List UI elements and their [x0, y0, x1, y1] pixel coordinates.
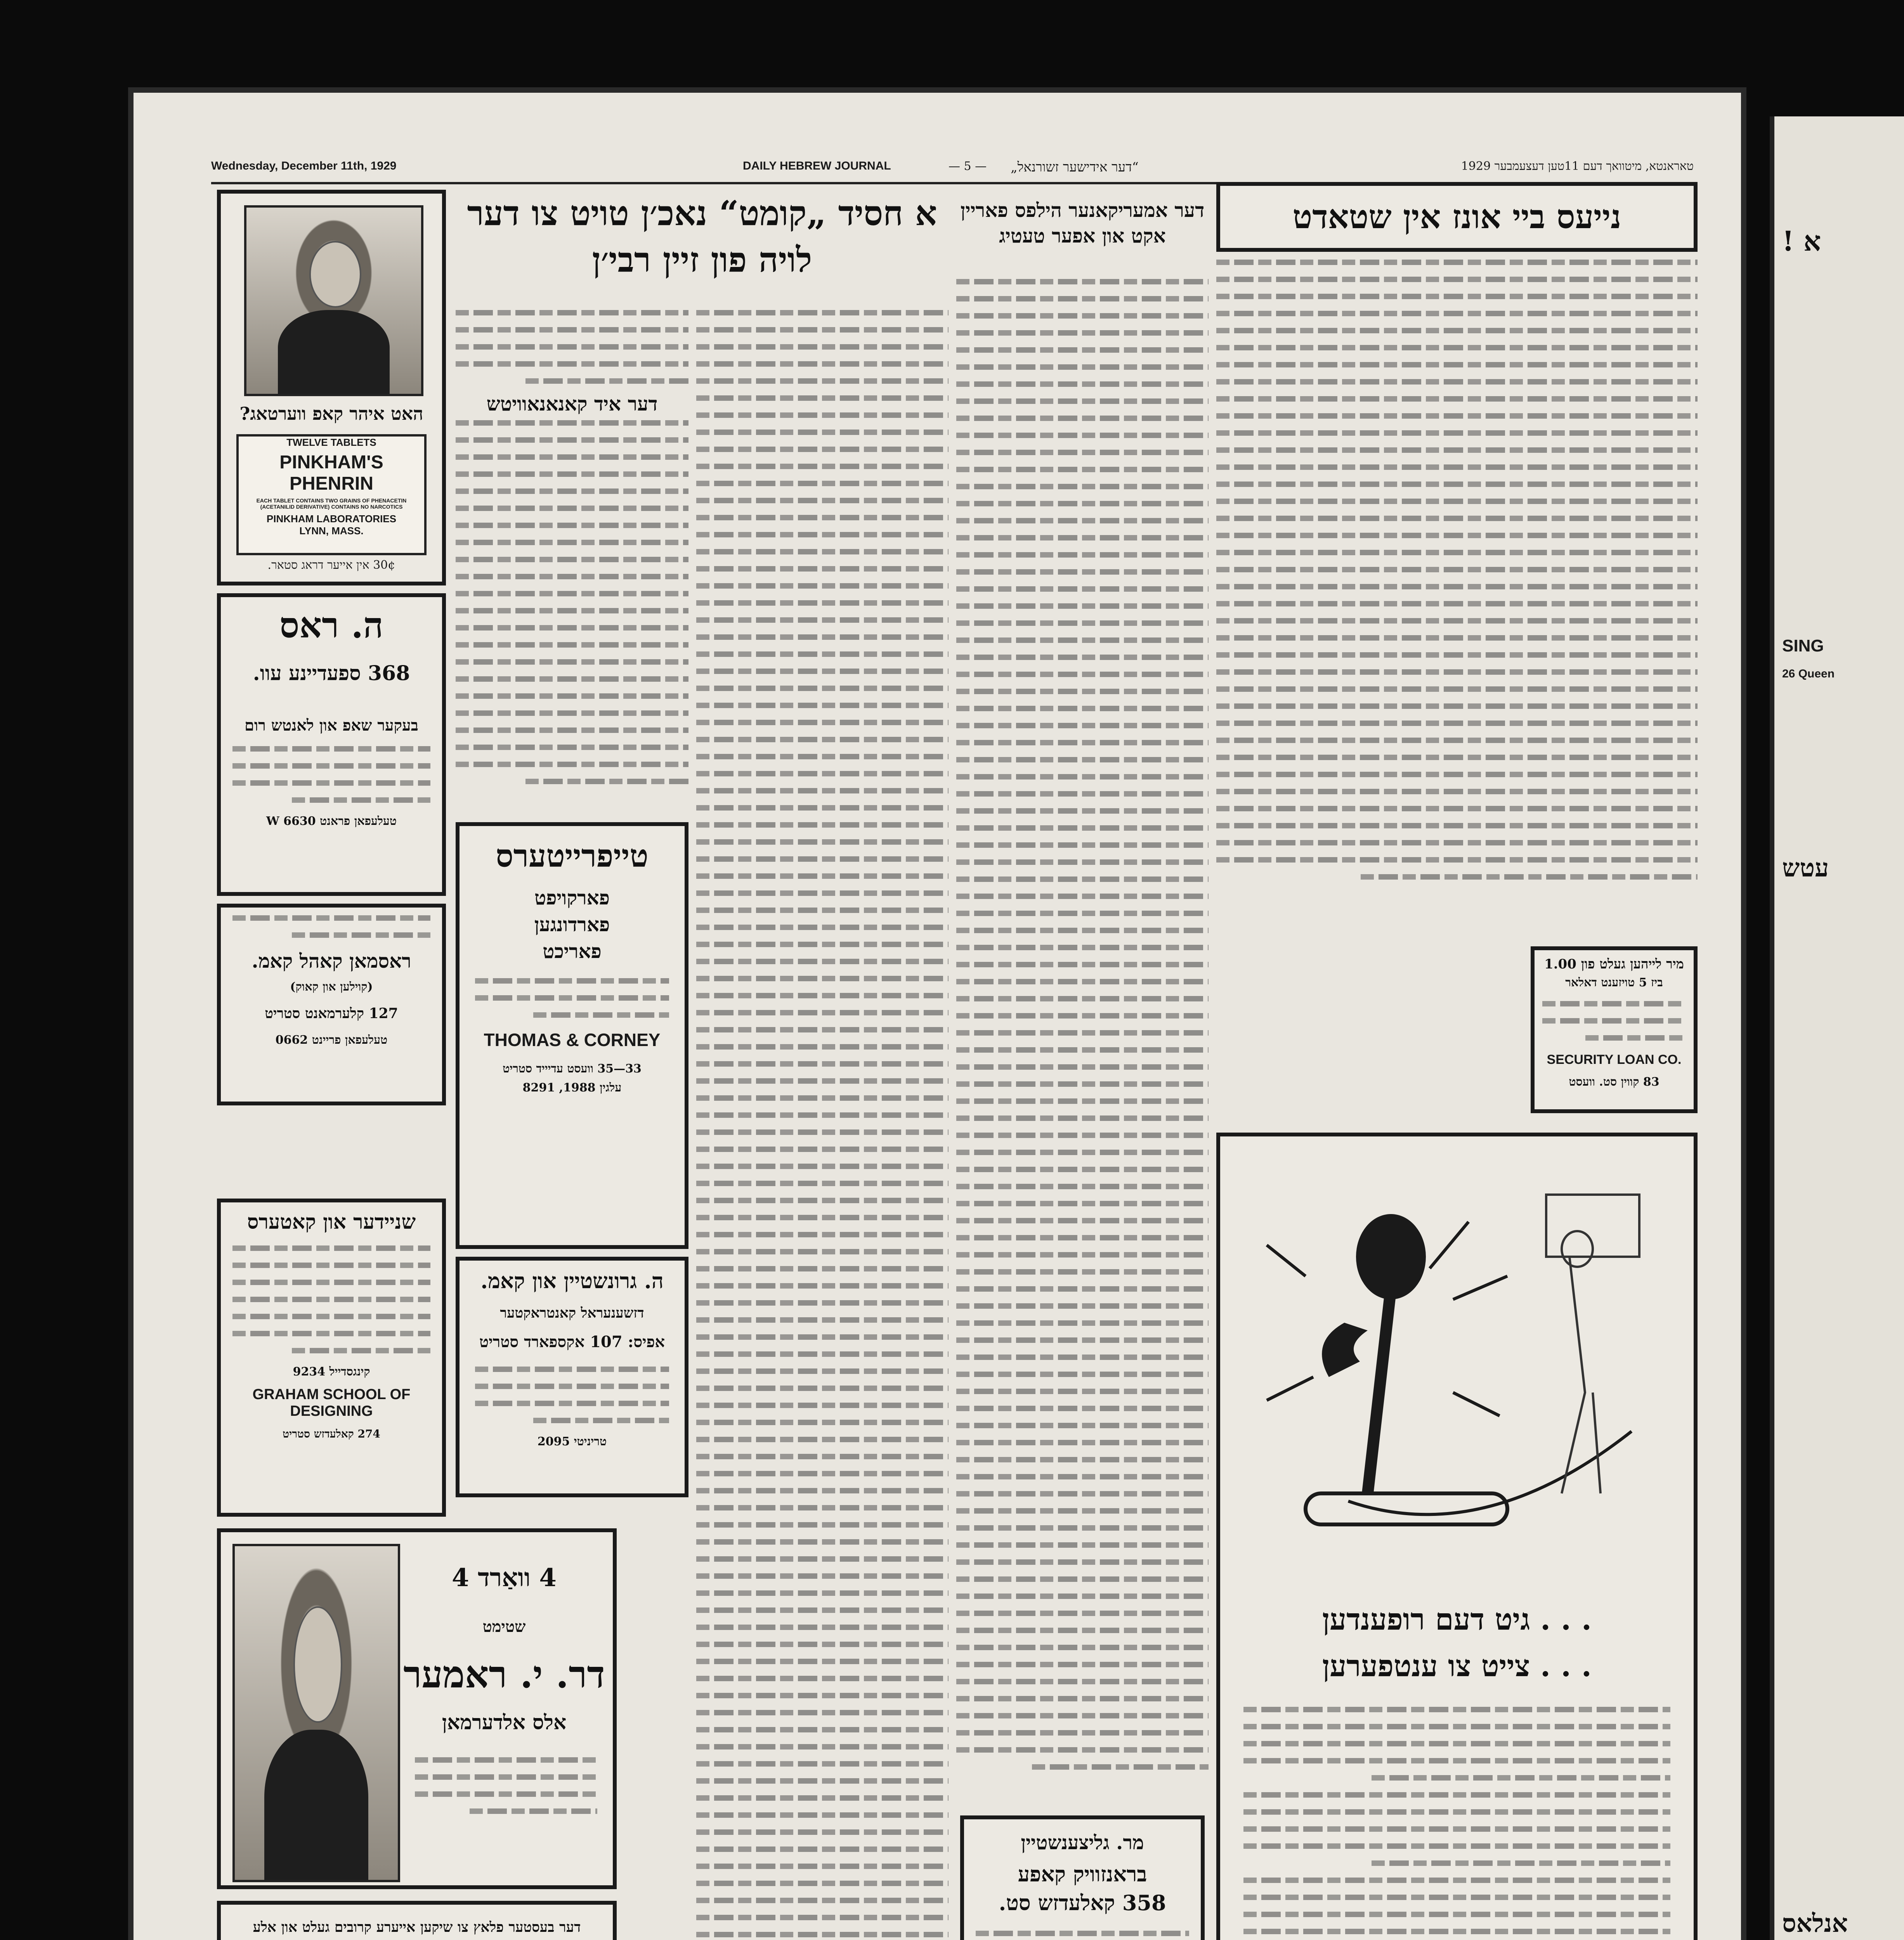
- loan-address: 83 קווין סט. וועסט: [1569, 1075, 1659, 1089]
- adjacent-text-5: אנלאס: [1782, 1909, 1848, 1938]
- rasman-address: 127 קלערמאנט סטריט: [265, 1005, 398, 1022]
- ramer-ward: 4 וואַרד 4: [452, 1563, 557, 1592]
- masthead-date-yiddish: טאראנטא, מיטוואך דעם 11טען דעצעמבער 1929: [1461, 159, 1694, 173]
- pinkham-city: LYNN, MASS.: [299, 525, 364, 537]
- newspaper-page: [128, 87, 1746, 1940]
- typewriters-sell: פארקויפט: [534, 886, 610, 909]
- typewriters-rent: פארדונגען: [534, 913, 610, 936]
- rasman-sub: (קוילען און קאוק): [290, 980, 373, 994]
- masthead-yiddish-title: „דער אידישער זשורנאל“: [1011, 159, 1139, 175]
- bell-telephone-ad: [1216, 1133, 1698, 1940]
- graham-title: שניידער און קאטערס: [247, 1210, 416, 1234]
- adjacent-text-2: SING: [1782, 636, 1824, 655]
- adjacent-text-4: עטש: [1782, 854, 1829, 883]
- pinkham-price: 30¢ אין אייער דראג סטאר.: [267, 558, 395, 572]
- pinkham-headline: האט איהר קאפ ווערטאג?: [239, 403, 423, 424]
- telephone-illustration: [1251, 1160, 1670, 1587]
- masthead-date: Wednesday, December 11th, 1929: [211, 159, 397, 172]
- loan-name: SECURITY LOAN CO.: [1547, 1052, 1682, 1067]
- glitzenshtein-title: מר. גליצענשטיין: [1021, 1831, 1144, 1854]
- ross-title: ה. ראס: [279, 605, 383, 646]
- masthead-page-number: — 5 —: [949, 159, 987, 173]
- ramer-vote: שטימט: [482, 1618, 526, 1636]
- hasid-headline: א חסיד „קומט“ נאכ׳ן טויט צו דער לויה פון זיין רבי׳ן: [467, 193, 937, 280]
- rasman-phone: טעלעפאן פריינט 0662: [275, 1033, 388, 1047]
- grunshtein-ad: [456, 1257, 688, 1497]
- grunshtein-office: אפיס: 107 אקספארד סטריט: [479, 1333, 665, 1351]
- news-headline: נייעס ביי אונז אין שטאדט: [1292, 197, 1621, 236]
- graham-phone: קינגסדייל 9234: [293, 1365, 370, 1379]
- masthead-title: DAILY HEBREW JOURNAL: [743, 159, 891, 172]
- article-column-4: [956, 279, 1209, 1812]
- masthead: [211, 155, 1694, 184]
- pinkham-photo: [244, 205, 423, 396]
- american-headline: דער אמעריקאנער הילפס פאריין אקט און אפער טעטיג: [960, 199, 1205, 247]
- pinkham-maker: PINKHAM LABORATORIES: [266, 513, 397, 525]
- graham-ad: [217, 1199, 446, 1517]
- typewriters-phone: עלגין 1988, 8291: [522, 1081, 622, 1095]
- typewriters-address: 33—35 וועסט עדיייד סטריט: [503, 1062, 642, 1076]
- pinkham-ad: [217, 190, 446, 585]
- article-column-3: [696, 310, 949, 1940]
- pinkham-brand: PINKHAM'S: [279, 452, 383, 473]
- yid-column: [456, 310, 688, 814]
- rasman-ad: [217, 904, 446, 1105]
- ramer-ad: [217, 1528, 617, 1889]
- pinkham-product: PHENRIN: [289, 473, 374, 494]
- typewriters-ad: [456, 822, 688, 1249]
- glitzenshtein-ad: [960, 1815, 1205, 1940]
- ross-address: 368 ספעדיינע עוו.: [253, 662, 410, 685]
- bell-headline-2: . . . צייט צו ענטפערען: [1322, 1649, 1592, 1683]
- typewriters-title: טייפרייטערס: [496, 838, 649, 874]
- typewriters-firm: THOMAS & CORNEY: [484, 1030, 661, 1050]
- cantor-intro: דער בעסטער פלאץ צו שיקען אייערע קרובים געלט און אלע: [253, 1919, 581, 1935]
- ramer-name: דר. י. ראמער: [403, 1652, 605, 1696]
- pinkham-tablets: TWELVE TABLETS: [286, 436, 376, 448]
- ross-phone: טעלעפאן פראנט 6630 W: [266, 814, 397, 828]
- bell-body: [1243, 1707, 1670, 1940]
- news-column: [1216, 260, 1698, 931]
- glitzenshtein-cafe: בראנזוויק קאפע: [1018, 1862, 1147, 1886]
- ramer-photo: [232, 1544, 400, 1882]
- adjacent-text-3: 26 Queen: [1782, 667, 1835, 680]
- rasman-title: ראסמאן קאהל קאמ.: [251, 949, 411, 972]
- glitzenshtein-address: 358 קאלעדזש סט.: [999, 1890, 1166, 1915]
- news-headline-box: [1216, 182, 1698, 252]
- pinkham-fine-print: EACH TABLET CONTAINS TWO GRAINS OF PHENACETIN (ACETANILID DERIVATIVE) CONTAINS NO NARCOTICS: [256, 497, 407, 510]
- cantor-ad: [217, 1901, 617, 1940]
- loan-title: מיר לייהען געלט פון 1.00: [1544, 956, 1684, 972]
- hasid-headline-box: [456, 190, 949, 306]
- grunshtein-contractor: דזשענעראל קאנטראקטער: [500, 1305, 644, 1321]
- ramer-for: אלס אלדערמאן: [442, 1711, 567, 1734]
- grunshtein-title: ה. גרונשטיין און קאמ.: [480, 1268, 664, 1293]
- ross-line: בעקער שאפ און לאנטש רום: [245, 716, 418, 734]
- security-loan-ad: [1531, 946, 1698, 1113]
- yid-headline: דער איד קאנאנאוויטש: [486, 392, 658, 415]
- adjacent-text-1: א !: [1782, 225, 1821, 257]
- graham-address: 274 קאלעדזש סטריט: [283, 1427, 380, 1440]
- graham-name: GRAHAM SCHOOL OF DESIGNING: [252, 1386, 411, 1419]
- adjacent-page: [1770, 116, 1904, 1940]
- grunshtein-phone: טריניטי 2095: [537, 1435, 607, 1448]
- loan-sub: ביז 5 טויזענט דאלאר: [1565, 976, 1663, 989]
- bell-headline-1: . . . גיט דעם רופענדען: [1322, 1602, 1592, 1637]
- pinkham-package: [236, 434, 427, 555]
- typewriters-repair: פאריכט: [543, 940, 602, 963]
- ross-ad: [217, 593, 446, 896]
